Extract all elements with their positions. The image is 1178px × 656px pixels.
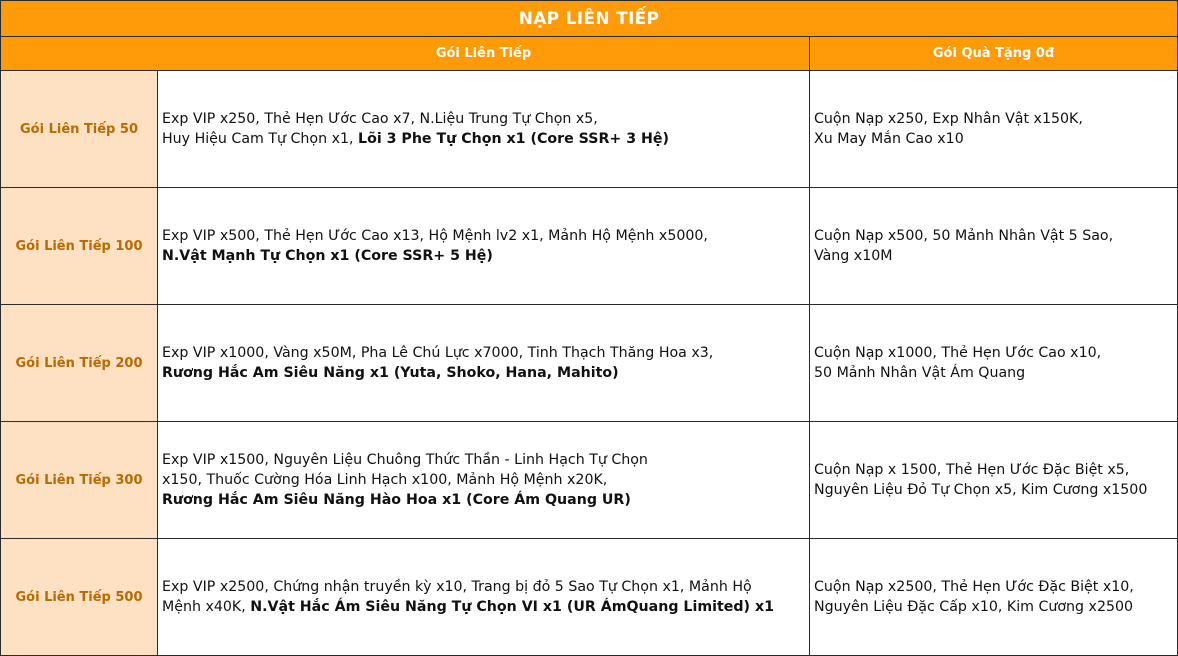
row-label: Gói Liên Tiếp 300	[1, 422, 158, 538]
package-cell	[158, 188, 810, 304]
table-row	[1, 71, 1177, 188]
column-header-gifts: Gói Quà Tặng 0đ	[932, 46, 1055, 61]
package-cell	[158, 71, 810, 187]
package-highlight: Lõi 3 Phe Tự Chọn x1 (Core SSR+ 3 Hệ)	[358, 131, 670, 147]
gift-line: Cuộn Nạp x 1500, Thẻ Hẹn Ước Đặc Biệt x5,	[814, 462, 1130, 478]
gift-line: Cuộn Nạp x250, Exp Nhân Vật x150K,	[814, 111, 1083, 127]
package-cell	[158, 305, 810, 421]
package-line: x150, Thuốc Cường Hóa Linh Hạch x100, Mảnh Hộ Mệnh x20K,	[162, 472, 608, 488]
package-text: Huy Hiệu Cam Tự Chọn x1,	[162, 131, 359, 147]
gift-cell	[810, 71, 1177, 187]
gift-line: 50 Mảnh Nhân Vật Ám Quang	[814, 365, 1026, 381]
package-highlight: Rương Hắc Am Siêu Năng Hào Hoa x1 (Core Ám Quang UR)	[162, 492, 631, 508]
table-row	[1, 188, 1177, 305]
gift-cell	[810, 422, 1177, 538]
package-line	[162, 129, 805, 149]
package-line: Exp VIP x500, Thẻ Hẹn Ước Cao x13, Hộ Mệnh lv2 x1, Mảnh Hộ Mệnh x5000,	[162, 228, 708, 244]
package-line	[162, 597, 805, 617]
package-line: Exp VIP x1000, Vàng x50M, Pha Lê Chú Lực x7000, Tinh Thạch Thăng Hoa x3,	[162, 345, 714, 361]
row-label: Gói Liên Tiếp 50	[1, 71, 158, 187]
package-highlight: Rương Hắc Am Siêu Năng x1 (Yuta, Shoko, Hana, Mahito)	[162, 365, 619, 381]
table-row	[1, 539, 1177, 655]
gift-cell	[810, 188, 1177, 304]
package-cell	[158, 539, 810, 655]
column-header-spacer	[1, 37, 158, 70]
column-header-packages: Gói Liên Tiếp	[158, 37, 810, 70]
row-label: Gói Liên Tiếp 200	[1, 305, 158, 421]
table-row	[1, 422, 1177, 539]
gift-line: Nguyên Liệu Đặc Cấp x10, Kim Cương x2500	[814, 599, 1134, 615]
gift-line: Vàng x10M	[814, 248, 893, 264]
table-body	[1, 71, 1177, 655]
gift-line: Cuộn Nạp x500, 50 Mảnh Nhân Vật 5 Sao,	[814, 228, 1114, 244]
row-label: Gói Liên Tiếp 100	[1, 188, 158, 304]
package-text: Mệnh x40K,	[162, 599, 251, 615]
package-cell	[158, 422, 810, 538]
gift-line: Cuộn Nạp x2500, Thẻ Hẹn Ước Đặc Biệt x10,	[814, 579, 1134, 595]
package-line: Exp VIP x2500, Chứng nhận truyền kỳ x10, Trang bị đỏ 5 Sao Tự Chọn x1, Mảnh Hộ	[162, 579, 752, 595]
column-header-row	[1, 37, 1177, 71]
package-line: Exp VIP x1500, Nguyên Liệu Chuông Thức Thần - Linh Hạch Tự Chọn	[162, 452, 648, 468]
gift-cell	[810, 305, 1177, 421]
gift-line: Xu May Mắn Cao x10	[814, 131, 964, 147]
package-line: Exp VIP x250, Thẻ Hẹn Ước Cao x7, N.Liệu Trung Tự Chọn x5,	[162, 111, 598, 127]
gift-line: Cuộn Nạp x1000, Thẻ Hẹn Ước Cao x10,	[814, 345, 1102, 361]
row-label: Gói Liên Tiếp 500	[1, 539, 158, 655]
page-title: NẠP LIÊN TIẾP	[1, 1, 1177, 37]
table-row	[1, 305, 1177, 422]
gift-line: Nguyên Liệu Đỏ Tự Chọn x5, Kim Cương x1500	[814, 482, 1148, 498]
gift-cell	[810, 539, 1177, 655]
package-highlight: N.Vật Hắc Ám Siêu Năng Tự Chọn VI x1 (UR ÁmQuang Limited) x1	[250, 599, 774, 615]
package-highlight: N.Vật Mạnh Tự Chọn x1 (Core SSR+ 5 Hệ)	[162, 248, 493, 264]
